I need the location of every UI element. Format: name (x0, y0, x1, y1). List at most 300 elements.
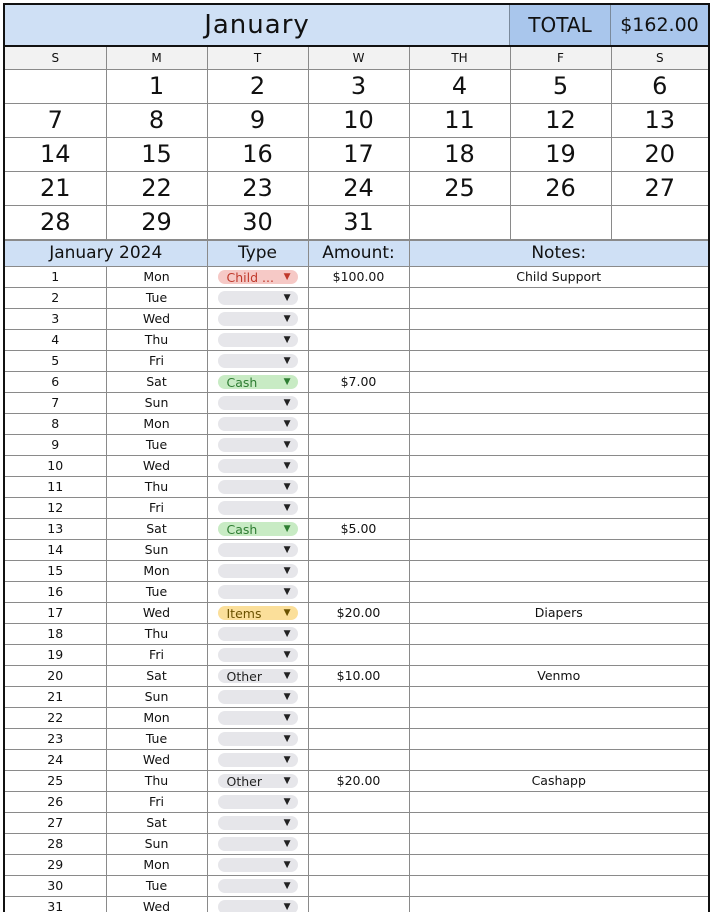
type-cell (207, 266, 308, 287)
calendar-day-cell[interactable] (611, 205, 708, 239)
day-number-cell: 11 (5, 476, 106, 497)
calendar-day-cell[interactable]: 15 (106, 137, 207, 171)
calendar-week-row (5, 171, 708, 205)
calendar-day-cell[interactable]: 25 (409, 171, 510, 205)
day-number-cell: 23 (5, 728, 106, 749)
notes-cell[interactable] (409, 854, 708, 875)
notes-cell[interactable] (409, 728, 708, 749)
type-dropdown[interactable] (218, 585, 298, 599)
day-of-week-cell: Sat (106, 371, 207, 392)
day-number-cell: 24 (5, 749, 106, 770)
table-row (5, 392, 708, 413)
day-of-week-cell: Fri (106, 791, 207, 812)
chevron-down-icon[interactable]: ▼ (283, 650, 291, 661)
table-row (5, 854, 708, 875)
weekday-header-cell: TH (409, 47, 510, 69)
type-column-header: Type (207, 240, 308, 266)
weekday-header-cell: W (308, 47, 409, 69)
day-number-cell: 12 (5, 497, 106, 518)
amount-cell[interactable]: $10.00 (308, 665, 409, 686)
amount-cell[interactable] (308, 833, 409, 854)
daily-log-table (5, 240, 708, 913)
chevron-down-icon[interactable]: ▼ (283, 755, 291, 766)
calendar-week-row (5, 69, 708, 103)
calendar-day-cell[interactable]: 1 (106, 69, 207, 103)
amount-cell[interactable]: $20.00 (308, 770, 409, 791)
day-of-week-cell: Tue (106, 728, 207, 749)
calendar-day-cell[interactable]: 28 (5, 205, 106, 239)
type-dropdown[interactable] (218, 627, 298, 641)
type-cell (207, 812, 308, 833)
day-of-week-cell: Thu (106, 329, 207, 350)
chevron-down-icon[interactable]: ▼ (283, 902, 291, 912)
notes-cell[interactable]: Diapers (409, 602, 708, 623)
calendar-day-cell[interactable]: 3 (308, 69, 409, 103)
budget-sheet (3, 3, 710, 912)
day-number-cell: 19 (5, 644, 106, 665)
type-cell (207, 287, 308, 308)
type-dropdown[interactable] (218, 690, 298, 704)
table-row (5, 875, 708, 896)
notes-cell[interactable] (409, 476, 708, 497)
amount-cell[interactable] (308, 791, 409, 812)
calendar-day-cell[interactable]: 22 (106, 171, 207, 205)
type-dropdown[interactable] (218, 417, 298, 431)
notes-cell[interactable] (409, 581, 708, 602)
day-of-week-cell: Sat (106, 518, 207, 539)
day-number-cell: 5 (5, 350, 106, 371)
table-row (5, 791, 708, 812)
table-row (5, 266, 708, 287)
day-of-week-cell: Tue (106, 434, 207, 455)
chevron-down-icon[interactable]: ▼ (283, 545, 291, 556)
notes-cell[interactable] (409, 707, 708, 728)
calendar-day-cell[interactable]: 2 (207, 69, 308, 103)
chevron-down-icon[interactable]: ▼ (283, 629, 291, 640)
amount-cell[interactable] (308, 455, 409, 476)
day-of-week-cell: Fri (106, 644, 207, 665)
calendar-day-cell[interactable]: 14 (5, 137, 106, 171)
type-dropdown[interactable] (218, 648, 298, 662)
amount-cell[interactable] (308, 329, 409, 350)
chevron-down-icon[interactable]: ▼ (283, 713, 291, 724)
chevron-down-icon[interactable]: ▼ (283, 566, 291, 577)
notes-cell[interactable] (409, 791, 708, 812)
day-of-week-cell: Sun (106, 539, 207, 560)
calendar-day-cell[interactable]: 16 (207, 137, 308, 171)
calendar-day-cell[interactable]: 13 (611, 103, 708, 137)
table-row (5, 812, 708, 833)
calendar-day-cell[interactable]: 27 (611, 171, 708, 205)
type-cell (207, 392, 308, 413)
type-cell (207, 539, 308, 560)
type-dropdown[interactable] (218, 312, 298, 326)
chevron-down-icon[interactable]: ▼ (283, 440, 291, 451)
type-cell (207, 329, 308, 350)
log-header-row (5, 240, 708, 266)
calendar-day-cell[interactable]: 17 (308, 137, 409, 171)
type-dropdown[interactable] (218, 711, 298, 725)
day-number-cell: 31 (5, 896, 106, 912)
table-row (5, 287, 708, 308)
notes-cell[interactable] (409, 329, 708, 350)
chevron-down-icon[interactable]: ▼ (283, 881, 291, 892)
notes-cell[interactable] (409, 371, 708, 392)
amount-cell[interactable] (308, 434, 409, 455)
table-row (5, 497, 708, 518)
notes-cell[interactable]: Child Support (409, 266, 708, 287)
calendar-day-cell[interactable]: 12 (510, 103, 611, 137)
amount-cell[interactable] (308, 392, 409, 413)
day-of-week-cell: Wed (106, 308, 207, 329)
day-of-week-cell: Tue (106, 875, 207, 896)
chevron-down-icon[interactable]: ▼ (283, 482, 291, 493)
type-cell (207, 749, 308, 770)
table-row (5, 518, 708, 539)
notes-column-header: Notes: (409, 240, 708, 266)
chevron-down-icon[interactable]: ▼ (283, 734, 291, 745)
amount-cell[interactable] (308, 287, 409, 308)
table-row (5, 581, 708, 602)
amount-cell[interactable]: $7.00 (308, 371, 409, 392)
type-cell (207, 497, 308, 518)
notes-cell[interactable] (409, 434, 708, 455)
weekday-header-cell: S (5, 47, 106, 69)
table-row (5, 749, 708, 770)
day-of-week-cell: Fri (106, 497, 207, 518)
table-row (5, 833, 708, 854)
calendar-grid (5, 47, 708, 240)
type-cell (207, 728, 308, 749)
calendar-day-cell[interactable]: 6 (611, 69, 708, 103)
day-number-cell: 13 (5, 518, 106, 539)
notes-cell[interactable] (409, 455, 708, 476)
day-number-cell: 1 (5, 266, 106, 287)
notes-cell[interactable] (409, 287, 708, 308)
weekday-header-row (5, 47, 708, 69)
type-cell (207, 308, 308, 329)
calendar-day-cell[interactable]: 8 (106, 103, 207, 137)
amount-cell[interactable] (308, 875, 409, 896)
day-of-week-cell: Fri (106, 350, 207, 371)
day-number-cell: 25 (5, 770, 106, 791)
day-number-cell: 30 (5, 875, 106, 896)
table-row (5, 644, 708, 665)
type-cell (207, 875, 308, 896)
chevron-down-icon[interactable]: ▼ (283, 524, 291, 535)
notes-cell[interactable] (409, 308, 708, 329)
day-of-week-cell: Wed (106, 896, 207, 912)
type-cell (207, 665, 308, 686)
amount-cell[interactable] (308, 539, 409, 560)
type-dropdown[interactable] (218, 858, 298, 872)
calendar-day-cell[interactable]: 5 (510, 69, 611, 103)
table-row (5, 602, 708, 623)
type-dropdown[interactable] (218, 480, 298, 494)
type-cell (207, 623, 308, 644)
type-dropdown-label: Cash (226, 521, 258, 537)
day-number-cell: 4 (5, 329, 106, 350)
amount-cell[interactable] (308, 728, 409, 749)
amount-cell[interactable] (308, 812, 409, 833)
day-number-cell: 17 (5, 602, 106, 623)
calendar-day-cell[interactable]: 23 (207, 171, 308, 205)
table-row (5, 560, 708, 581)
day-of-week-cell: Mon (106, 413, 207, 434)
type-dropdown[interactable] (218, 438, 298, 452)
table-row (5, 413, 708, 434)
day-of-week-cell: Sat (106, 665, 207, 686)
type-dropdown[interactable] (218, 816, 298, 830)
day-of-week-cell: Mon (106, 266, 207, 287)
chevron-down-icon[interactable]: ▼ (283, 377, 291, 388)
amount-cell[interactable] (308, 707, 409, 728)
amount-cell[interactable] (308, 350, 409, 371)
type-dropdown[interactable] (218, 291, 298, 305)
day-number-cell: 6 (5, 371, 106, 392)
calendar-day-cell[interactable] (510, 205, 611, 239)
weekday-header-cell: M (106, 47, 207, 69)
calendar-day-cell[interactable]: 31 (308, 205, 409, 239)
calendar-day-cell[interactable]: 29 (106, 205, 207, 239)
amount-cell[interactable]: $20.00 (308, 602, 409, 623)
amount-column-header: Amount: (308, 240, 409, 266)
chevron-down-icon[interactable]: ▼ (283, 356, 291, 367)
type-cell (207, 476, 308, 497)
notes-cell[interactable] (409, 539, 708, 560)
amount-cell[interactable] (308, 308, 409, 329)
notes-cell[interactable] (409, 392, 708, 413)
amount-cell[interactable] (308, 623, 409, 644)
type-dropdown[interactable] (218, 879, 298, 893)
type-dropdown[interactable] (218, 375, 298, 389)
day-of-week-cell: Mon (106, 707, 207, 728)
calendar-day-cell[interactable]: 24 (308, 171, 409, 205)
day-of-week-cell: Thu (106, 476, 207, 497)
table-row (5, 665, 708, 686)
chevron-down-icon[interactable]: ▼ (283, 839, 291, 850)
notes-cell[interactable] (409, 833, 708, 854)
calendar-day-cell[interactable]: 11 (409, 103, 510, 137)
amount-cell[interactable] (308, 560, 409, 581)
notes-cell[interactable] (409, 518, 708, 539)
chevron-down-icon[interactable]: ▼ (283, 818, 291, 829)
type-cell (207, 434, 308, 455)
type-dropdown[interactable] (218, 270, 298, 284)
table-row (5, 329, 708, 350)
amount-cell[interactable] (308, 686, 409, 707)
day-number-cell: 29 (5, 854, 106, 875)
day-of-week-cell: Sun (106, 392, 207, 413)
calendar-day-cell[interactable]: 19 (510, 137, 611, 171)
type-dropdown[interactable] (218, 522, 298, 536)
type-cell (207, 602, 308, 623)
type-dropdown-label: Other (226, 668, 262, 684)
day-of-week-cell: Tue (106, 287, 207, 308)
type-dropdown[interactable] (218, 837, 298, 851)
day-number-cell: 18 (5, 623, 106, 644)
type-dropdown[interactable] (218, 795, 298, 809)
chevron-down-icon[interactable]: ▼ (283, 860, 291, 871)
month-title: January (5, 5, 510, 45)
notes-cell[interactable] (409, 350, 708, 371)
day-number-cell: 26 (5, 791, 106, 812)
notes-cell[interactable]: Venmo (409, 665, 708, 686)
calendar-day-cell[interactable]: 26 (510, 171, 611, 205)
day-of-week-cell: Sun (106, 686, 207, 707)
log-period-header: January 2024 (5, 240, 207, 266)
notes-cell[interactable] (409, 896, 708, 912)
notes-cell[interactable] (409, 413, 708, 434)
table-row (5, 539, 708, 560)
calendar-day-cell[interactable]: 20 (611, 137, 708, 171)
day-number-cell: 22 (5, 707, 106, 728)
table-row (5, 770, 708, 791)
chevron-down-icon[interactable]: ▼ (283, 398, 291, 409)
chevron-down-icon[interactable]: ▼ (283, 776, 291, 787)
type-cell (207, 707, 308, 728)
calendar-week-row (5, 103, 708, 137)
notes-cell[interactable]: Cashapp (409, 770, 708, 791)
chevron-down-icon[interactable]: ▼ (283, 671, 291, 682)
calendar-day-cell[interactable]: 18 (409, 137, 510, 171)
table-row (5, 476, 708, 497)
calendar-week-row (5, 205, 708, 239)
notes-cell[interactable] (409, 560, 708, 581)
day-number-cell: 20 (5, 665, 106, 686)
day-of-week-cell: Wed (106, 749, 207, 770)
day-number-cell: 15 (5, 560, 106, 581)
type-dropdown-label: Other (226, 773, 262, 789)
amount-cell[interactable] (308, 749, 409, 770)
calendar-day-cell[interactable]: 7 (5, 103, 106, 137)
type-dropdown[interactable] (218, 333, 298, 347)
chevron-down-icon[interactable]: ▼ (283, 503, 291, 514)
amount-cell[interactable] (308, 476, 409, 497)
day-number-cell: 2 (5, 287, 106, 308)
notes-cell[interactable] (409, 644, 708, 665)
amount-cell[interactable]: $5.00 (308, 518, 409, 539)
notes-cell[interactable] (409, 623, 708, 644)
weekday-header-cell: T (207, 47, 308, 69)
amount-cell[interactable] (308, 644, 409, 665)
type-dropdown[interactable] (218, 354, 298, 368)
type-dropdown[interactable] (218, 753, 298, 767)
type-dropdown[interactable] (218, 774, 298, 788)
day-of-week-cell: Sun (106, 833, 207, 854)
amount-cell[interactable] (308, 854, 409, 875)
day-number-cell: 10 (5, 455, 106, 476)
calendar-day-cell[interactable]: 10 (308, 103, 409, 137)
day-of-week-cell: Wed (106, 455, 207, 476)
notes-cell[interactable] (409, 497, 708, 518)
notes-cell[interactable] (409, 875, 708, 896)
table-row (5, 896, 708, 912)
day-number-cell: 3 (5, 308, 106, 329)
day-number-cell: 27 (5, 812, 106, 833)
amount-cell[interactable] (308, 497, 409, 518)
type-cell (207, 770, 308, 791)
weekday-header-cell: S (611, 47, 708, 69)
day-number-cell: 16 (5, 581, 106, 602)
type-cell (207, 896, 308, 912)
table-row (5, 623, 708, 644)
type-dropdown[interactable] (218, 564, 298, 578)
day-number-cell: 21 (5, 686, 106, 707)
day-number-cell: 14 (5, 539, 106, 560)
type-cell (207, 644, 308, 665)
type-cell (207, 560, 308, 581)
chevron-down-icon[interactable]: ▼ (283, 335, 291, 346)
chevron-down-icon[interactable]: ▼ (283, 608, 291, 619)
type-cell (207, 413, 308, 434)
table-row (5, 707, 708, 728)
chevron-down-icon[interactable]: ▼ (283, 587, 291, 598)
notes-cell[interactable] (409, 749, 708, 770)
table-row (5, 434, 708, 455)
notes-cell[interactable] (409, 812, 708, 833)
day-number-cell: 9 (5, 434, 106, 455)
type-dropdown[interactable] (218, 900, 298, 912)
day-of-week-cell: Thu (106, 770, 207, 791)
type-dropdown[interactable] (218, 732, 298, 746)
day-of-week-cell: Thu (106, 623, 207, 644)
type-dropdown-label: Cash (226, 374, 258, 390)
chevron-down-icon[interactable]: ▼ (283, 293, 291, 304)
calendar-day-cell[interactable] (409, 205, 510, 239)
type-cell (207, 581, 308, 602)
amount-cell[interactable] (308, 413, 409, 434)
type-dropdown[interactable] (218, 501, 298, 515)
calendar-day-cell[interactable]: 30 (207, 205, 308, 239)
sheet-header (5, 5, 708, 47)
calendar-day-cell[interactable]: 9 (207, 103, 308, 137)
total-value[interactable]: $162.00 (611, 5, 708, 45)
type-cell (207, 854, 308, 875)
chevron-down-icon[interactable]: ▼ (283, 797, 291, 808)
type-cell (207, 686, 308, 707)
calendar-day-cell[interactable]: 4 (409, 69, 510, 103)
amount-cell[interactable]: $100.00 (308, 266, 409, 287)
type-dropdown[interactable] (218, 669, 298, 683)
type-cell (207, 350, 308, 371)
amount-cell[interactable] (308, 896, 409, 912)
chevron-down-icon[interactable]: ▼ (283, 461, 291, 472)
type-dropdown-label: Child ... (226, 269, 274, 285)
chevron-down-icon[interactable]: ▼ (283, 419, 291, 430)
type-dropdown[interactable] (218, 543, 298, 557)
type-cell (207, 518, 308, 539)
day-number-cell: 28 (5, 833, 106, 854)
type-dropdown[interactable] (218, 396, 298, 410)
type-dropdown[interactable] (218, 459, 298, 473)
calendar-day-cell[interactable]: 21 (5, 171, 106, 205)
chevron-down-icon[interactable]: ▼ (283, 314, 291, 325)
type-cell (207, 833, 308, 854)
calendar-day-cell[interactable] (5, 69, 106, 103)
total-label: TOTAL (510, 5, 611, 45)
weekday-header-cell: F (510, 47, 611, 69)
amount-cell[interactable] (308, 581, 409, 602)
type-dropdown-label: Items (226, 605, 262, 621)
type-cell (207, 455, 308, 476)
day-number-cell: 8 (5, 413, 106, 434)
notes-cell[interactable] (409, 686, 708, 707)
table-row (5, 455, 708, 476)
chevron-down-icon[interactable]: ▼ (283, 692, 291, 703)
chevron-down-icon[interactable]: ▼ (283, 272, 291, 283)
type-dropdown[interactable] (218, 606, 298, 620)
